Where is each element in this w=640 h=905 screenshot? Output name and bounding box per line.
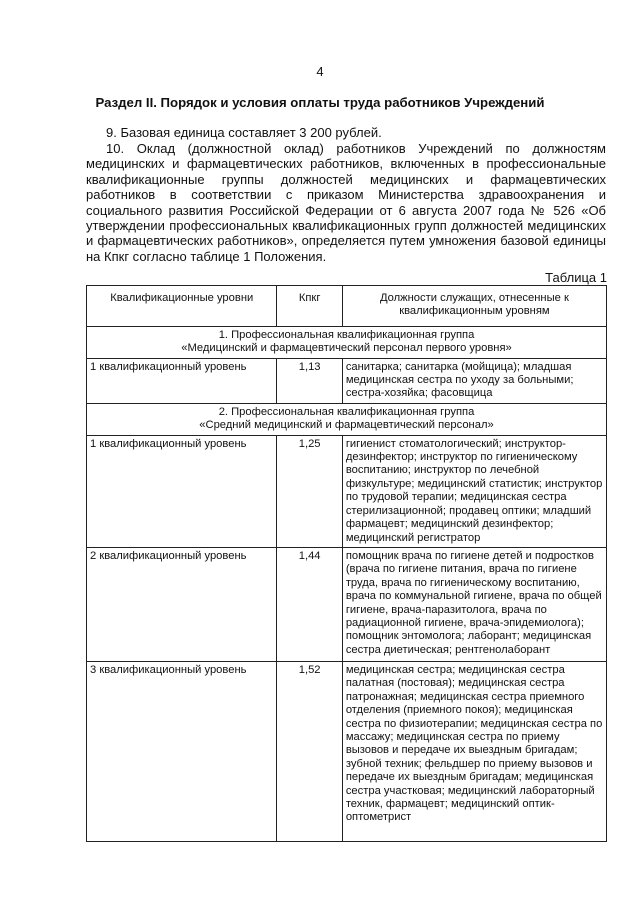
group-title	[87, 326, 607, 358]
page-number: 4	[316, 64, 324, 79]
qualification-table	[86, 285, 607, 842]
header-levels: Квалификационные уровни	[87, 286, 277, 327]
level-cell: 2 квалификационный уровень	[87, 547, 277, 661]
coefficient-cell: 1,52	[277, 661, 342, 841]
table-row	[87, 358, 607, 403]
table-caption: Таблица 1	[545, 270, 607, 285]
group-title-line1: 1. Профессиональная квалификационная группа	[218, 328, 475, 341]
coefficient-cell: 1,13	[277, 358, 342, 403]
level-cell: 1 квалификационный уровень	[87, 358, 277, 403]
coefficient-cell: 1,25	[277, 435, 342, 547]
group-title	[87, 403, 607, 435]
section-title: Раздел II. Порядок и условия оплаты труда работников Учреждений	[95, 95, 545, 110]
level-cell: 1 квалификационный уровень	[87, 435, 277, 547]
positions-cell: гигиенист стоматологический; инструктор-дезинфектор; инструктор по гигиеническому воспитанию; инструктор по лечебной физкультуре; медицинский статистик; инструктор по трудовой терапии; медицинская сестра стерилизационной; продавец оптики; младший фармацевт; медицинский дезинфектор; медицинский регистратор	[342, 435, 606, 547]
coefficient-cell: 1,44	[277, 547, 342, 661]
group-title-line2: «Средний медицинский и фармацевтический персонал»	[199, 419, 494, 432]
paragraph-9: 9. Базовая единица составляет 3 200 рублей.	[106, 125, 382, 140]
paragraph-10: 10. Оклад (должностной оклад) работников Учреждений по должностям медицинских и фармацевтических работников, включенных в профессиональные квалификационные группы должностей медицинских и фармацевтических работников в соответствии с приказом Министерства здравоохранения и социального развития Российской Федерации от 6 августа 2007 года № 526 «Об утверждении профессиональных квалификационных групп должностей медицинских и фармацевтических работников», определяется путем умножения базовой единицы на Кпкг согласно таблице 1 Положения.	[86, 141, 606, 264]
positions-cell: помощник врача по гигиене детей и подростков (врача по гигиене питания, врача по гигиене труда, врача по гигиеническому воспитанию, врача по коммунальной гигиене, врача по общей гигиене, врача-паразитолога, врача по радиационной гигиене, врача-эпидемиолога); помощник энтомолога; лаборант; медицинская сестра диетическая; рентгенолаборант	[342, 547, 606, 661]
table-header-row	[87, 286, 607, 327]
table-row	[87, 661, 607, 841]
header-coefficient: Кпкг	[277, 286, 342, 327]
group-title-line2: «Медицинский и фармацевтический персонал первого уровня»	[181, 342, 512, 355]
group-title-line1: 2. Профессиональная квалификационная группа	[218, 405, 475, 418]
table-row	[87, 435, 607, 547]
header-positions: Должности служащих, отнесенные к квалификационным уровням	[342, 286, 606, 327]
level-cell: 3 квалификационный уровень	[87, 661, 277, 841]
group-2-header	[87, 403, 607, 435]
positions-cell: санитарка; санитарка (мойщица); младшая медицинская сестра по уходу за больными; сестра-хозяйка; фасовщица	[342, 358, 606, 403]
table-row	[87, 547, 607, 661]
positions-cell: медицинская сестра; медицинская сестра палатная (постовая); медицинская сестра патронажная; медицинская сестра приемного отделения (приемного покоя); медицинская сестра по физиотерапии; медицинская сестра по массажу; медицинская сестра по приему вызовов и передаче их выездным бригадам; зубной техник; фельдшер по приему вызовов и передаче их выездным бригадам; медицинская сестра участковая; медицинский лабораторный техник, фармацевт; медицинский оптик-оптометрист	[342, 661, 606, 841]
group-1-header	[87, 326, 607, 358]
